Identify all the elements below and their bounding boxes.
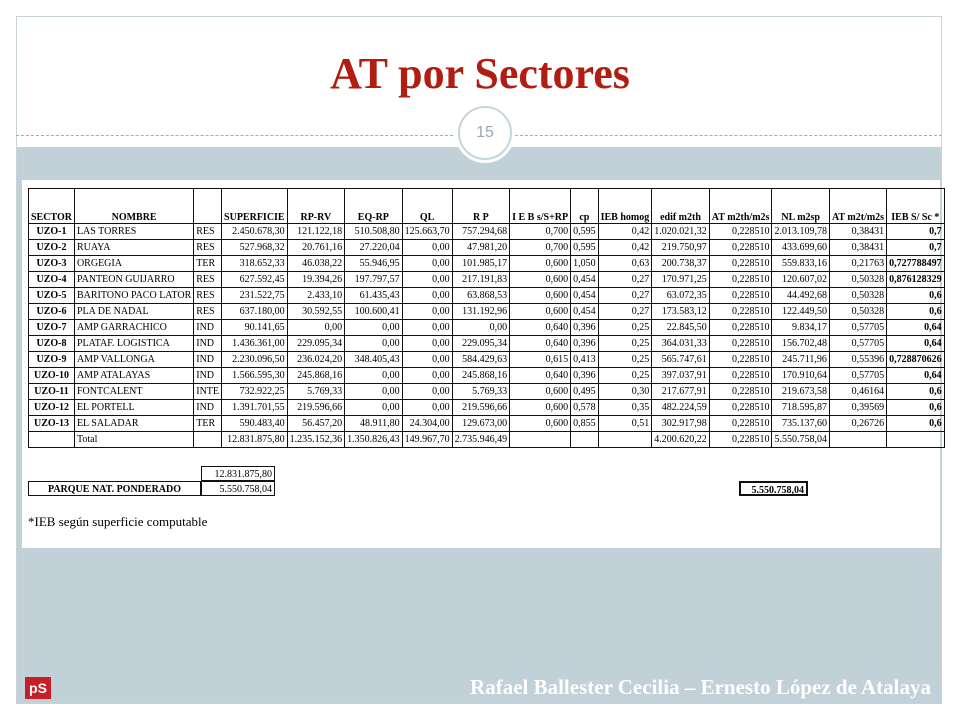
table-cell: 0,640 [510, 320, 571, 336]
table-cell: 0,30 [598, 384, 652, 400]
sector-table [28, 188, 945, 448]
table-cell: 63.868,53 [452, 288, 510, 304]
table-cell: 30.592,55 [287, 304, 345, 320]
table-cell: FONTCALENT [74, 384, 193, 400]
table-cell: 90.141,65 [222, 320, 288, 336]
table-row [29, 240, 945, 256]
table-cell: 0,228510 [709, 352, 772, 368]
table-cell [598, 432, 652, 448]
table-cell: AMP ATALAYAS [74, 368, 193, 384]
table-cell: 55.946,95 [345, 256, 403, 272]
table-cell: 527.968,32 [222, 240, 288, 256]
table-cell: 173.583,12 [652, 304, 710, 320]
table-cell: 0,00 [402, 304, 452, 320]
footer-bar [17, 673, 941, 703]
table-cell: 56.457,20 [287, 416, 345, 432]
table-cell: R P [452, 189, 510, 224]
table-cell: 0,876128329 [887, 272, 945, 288]
table-cell: 0,00 [287, 320, 345, 336]
table-cell: 231.522,75 [222, 288, 288, 304]
table-cell: RES [194, 288, 222, 304]
table-cell: 0,25 [598, 368, 652, 384]
table-cell: 0,35 [598, 400, 652, 416]
table-cell: 5.769,33 [452, 384, 510, 400]
table-cell: 0,27 [598, 288, 652, 304]
table-row [29, 336, 945, 352]
table-cell: 219.596,66 [452, 400, 510, 416]
table-cell: 0,00 [402, 320, 452, 336]
table-cell: 0,700 [510, 240, 571, 256]
table-cell: 5.550.758,04 [772, 432, 830, 448]
table-cell: 219.673,58 [772, 384, 830, 400]
table-row [29, 288, 945, 304]
table-cell: 0,6 [887, 400, 945, 416]
table-cell: 0,46164 [829, 384, 886, 400]
table-row [29, 320, 945, 336]
table-cell: 0,600 [510, 416, 571, 432]
table-cell: 2.735.946,49 [452, 432, 510, 448]
table-cell: 735.137,60 [772, 416, 830, 432]
table-cell: 0,00 [402, 400, 452, 416]
table-cell: 757.294,68 [452, 224, 510, 240]
table-row [29, 256, 945, 272]
table-cell: 0,855 [571, 416, 599, 432]
table-cell: 0,55396 [829, 352, 886, 368]
table-cell: 565.747,61 [652, 352, 710, 368]
table-cell: 0,640 [510, 336, 571, 352]
table-cell: 0,396 [571, 368, 599, 384]
table-footer [28, 466, 928, 546]
table-cell: 0,42 [598, 240, 652, 256]
table-cell: 0,00 [452, 320, 510, 336]
table-cell: 0,00 [345, 384, 403, 400]
table-cell: NL m2sp [772, 189, 830, 224]
table-cell: 0,6 [887, 304, 945, 320]
table-cell: 0,25 [598, 336, 652, 352]
table-cell: 1.391.701,55 [222, 400, 288, 416]
table-cell: 0,51 [598, 416, 652, 432]
table-cell: 120.607,02 [772, 272, 830, 288]
table-cell: 0,57705 [829, 336, 886, 352]
table-cell: 61.435,43 [345, 288, 403, 304]
table-cell: 0,64 [887, 320, 945, 336]
table-cell: IND [194, 320, 222, 336]
table-cell: 0,57705 [829, 320, 886, 336]
table-cell: AMP VALLONGA [74, 352, 193, 368]
table-cell: UZO-5 [29, 288, 75, 304]
table-cell [571, 432, 599, 448]
table-cell: 245.711,96 [772, 352, 830, 368]
table-cell: 5.769,33 [287, 384, 345, 400]
table-cell: IND [194, 352, 222, 368]
table-cell: 0,38431 [829, 224, 886, 240]
table-cell: 19.394,26 [287, 272, 345, 288]
table-cell: edif m2th [652, 189, 710, 224]
table-row [29, 400, 945, 416]
table-cell: 0,228510 [709, 288, 772, 304]
table-cell: UZO-2 [29, 240, 75, 256]
logo-icon: pS [25, 677, 51, 699]
table-cell: LAS TORRES [74, 224, 193, 240]
table-cell: 149.967,70 [402, 432, 452, 448]
table-cell: 0,396 [571, 336, 599, 352]
table-cell: PLA DE NADAL [74, 304, 193, 320]
table-cell: 0,6 [887, 416, 945, 432]
table-cell: IND [194, 368, 222, 384]
table-cell: 0,50328 [829, 304, 886, 320]
table-cell: 318.652,33 [222, 256, 288, 272]
table-cell: QL [402, 189, 452, 224]
table-cell: UZO-6 [29, 304, 75, 320]
table-cell: 200.738,37 [652, 256, 710, 272]
table-cell: UZO-4 [29, 272, 75, 288]
table-cell [194, 432, 222, 448]
table-cell: 0,00 [402, 352, 452, 368]
table-cell: TER [194, 256, 222, 272]
table-cell [887, 432, 945, 448]
table-cell: 0,228510 [709, 272, 772, 288]
table-cell: 348.405,43 [345, 352, 403, 368]
table-cell: 302.917,98 [652, 416, 710, 432]
table-row [29, 416, 945, 432]
table-cell: 0,228510 [709, 432, 772, 448]
table-cell: 0,396 [571, 320, 599, 336]
table-cell: IEB homog [598, 189, 652, 224]
table-cell: 121.122,18 [287, 224, 345, 240]
table-cell: IEB S/ Sc * [887, 189, 945, 224]
table-cell: 0,228510 [709, 256, 772, 272]
table-cell: 1.436.361,00 [222, 336, 288, 352]
table-cell: 0,00 [345, 400, 403, 416]
table-cell: 0,50328 [829, 288, 886, 304]
table-cell: 170.971,25 [652, 272, 710, 288]
table-cell: 229.095,34 [452, 336, 510, 352]
table-cell: 510.508,80 [345, 224, 403, 240]
table-cell: RES [194, 240, 222, 256]
table-cell: 219.596,66 [287, 400, 345, 416]
table-cell: AMP GARRACHICO [74, 320, 193, 336]
table-cell: 0,00 [345, 336, 403, 352]
table-cell: 0,600 [510, 384, 571, 400]
table-row [29, 304, 945, 320]
table-cell: 364.031,33 [652, 336, 710, 352]
table-cell [510, 432, 571, 448]
table-row [29, 224, 945, 240]
table-cell: 0,228510 [709, 416, 772, 432]
table-cell: 63.072,35 [652, 288, 710, 304]
table-cell: UZO-8 [29, 336, 75, 352]
table-cell: 217.191,83 [452, 272, 510, 288]
table-cell: 637.180,00 [222, 304, 288, 320]
table-cell: 0,27 [598, 304, 652, 320]
table-cell: 0,728870626 [887, 352, 945, 368]
parque-nl-value: 5.550.758,04 [739, 481, 808, 496]
page-number-badge: 15 [458, 106, 512, 160]
footnote: *IEB según superficie computable [28, 514, 208, 529]
table-row [29, 272, 945, 288]
table-cell: 732.922,25 [222, 384, 288, 400]
table-cell: 718.595,87 [772, 400, 830, 416]
table-cell: 0,39569 [829, 400, 886, 416]
slide-title: AT por Sectores [330, 49, 630, 98]
table-cell: 0,7 [887, 224, 945, 240]
table-cell: 0,00 [402, 368, 452, 384]
table-cell: EL PORTELL [74, 400, 193, 416]
table-cell: 131.192,96 [452, 304, 510, 320]
table-cell: 627.592,45 [222, 272, 288, 288]
table-cell: 0,700 [510, 224, 571, 240]
table-cell: 0,727788497 [887, 256, 945, 272]
table-cell: 0,27 [598, 272, 652, 288]
table-cell: 0,00 [402, 240, 452, 256]
table-cell: 0,00 [402, 256, 452, 272]
table-cell: 0,50328 [829, 272, 886, 288]
table-cell: 0,25 [598, 320, 652, 336]
table-cell: 0,413 [571, 352, 599, 368]
table-cell: 590.483,40 [222, 416, 288, 432]
table-cell [29, 432, 75, 448]
table-cell: 0,578 [571, 400, 599, 416]
table-cell: 156.702,48 [772, 336, 830, 352]
table-cell: TER [194, 416, 222, 432]
table-cell: UZO-7 [29, 320, 75, 336]
table-row [29, 384, 945, 400]
table-cell: 0,595 [571, 224, 599, 240]
table-cell: 0,600 [510, 288, 571, 304]
table-cell: IND [194, 400, 222, 416]
table-cell: 0,00 [402, 272, 452, 288]
table-cell: 4.200.620,22 [652, 432, 710, 448]
table-cell: 482.224,59 [652, 400, 710, 416]
table-cell: cp [571, 189, 599, 224]
table-cell: 0,228510 [709, 400, 772, 416]
table-image [22, 180, 940, 548]
table-cell: 0,228510 [709, 224, 772, 240]
table-cell: 0,26726 [829, 416, 886, 432]
table-cell: I E B s/S+RP [510, 189, 571, 224]
table-cell: 0,495 [571, 384, 599, 400]
table-cell: 47.981,20 [452, 240, 510, 256]
table-cell: UZO-3 [29, 256, 75, 272]
table-cell: 122.449,50 [772, 304, 830, 320]
table-cell: 0,64 [887, 368, 945, 384]
table-cell: 170.910,64 [772, 368, 830, 384]
table-cell: 0,00 [345, 320, 403, 336]
table-cell: 1.235.152,36 [287, 432, 345, 448]
table-row [29, 352, 945, 368]
table-cell: UZO-12 [29, 400, 75, 416]
table-cell: BARITONO PACO LATOR [74, 288, 193, 304]
table-header-row [29, 189, 945, 224]
table-cell: RES [194, 272, 222, 288]
table-cell: 46.038,22 [287, 256, 345, 272]
table-cell: 0,228510 [709, 384, 772, 400]
table-cell: SECTOR [29, 189, 75, 224]
table-cell [829, 432, 886, 448]
table-cell: 0,228510 [709, 240, 772, 256]
table-cell: INTE [194, 384, 222, 400]
table-cell: 1,050 [571, 256, 599, 272]
table-cell: 0,454 [571, 272, 599, 288]
table-cell: RP-RV [287, 189, 345, 224]
table-cell: 2.450.678,30 [222, 224, 288, 240]
table-cell: RES [194, 224, 222, 240]
table-cell: 129.673,00 [452, 416, 510, 432]
table-cell: 1.566.595,30 [222, 368, 288, 384]
table-cell: 0,228510 [709, 368, 772, 384]
table-row [29, 368, 945, 384]
table-cell: RES [194, 304, 222, 320]
table-cell: 397.037,91 [652, 368, 710, 384]
table-cell: 0,25 [598, 352, 652, 368]
table-cell: 0,63 [598, 256, 652, 272]
table-cell: 44.492,68 [772, 288, 830, 304]
table-cell: 0,6 [887, 288, 945, 304]
table-cell: 0,595 [571, 240, 599, 256]
table-cell: 24.304,00 [402, 416, 452, 432]
table-cell: AT m2th/m2s [709, 189, 772, 224]
table-cell: 0,454 [571, 304, 599, 320]
table-cell: EQ-RP [345, 189, 403, 224]
table-cell: PANTEON GUIJARRO [74, 272, 193, 288]
table-cell: 0,640 [510, 368, 571, 384]
table-cell: 1.350.826,43 [345, 432, 403, 448]
extra-superficie: 12.831.875,80 [201, 466, 275, 481]
parque-value: 5.550.758,04 [201, 481, 275, 496]
table-cell: 584.429,63 [452, 352, 510, 368]
table-cell: 236.024,20 [287, 352, 345, 368]
table-cell: 245.868,16 [287, 368, 345, 384]
table-cell: EL SALADAR [74, 416, 193, 432]
table-cell: 245.868,16 [452, 368, 510, 384]
table-cell: 27.220,04 [345, 240, 403, 256]
table-cell: ORGEGIA [74, 256, 193, 272]
table-cell: UZO-13 [29, 416, 75, 432]
table-cell: RUAYA [74, 240, 193, 256]
table-total-row [29, 432, 945, 448]
table-cell: UZO-11 [29, 384, 75, 400]
table-cell: UZO-9 [29, 352, 75, 368]
table-cell: 0,00 [345, 368, 403, 384]
table-cell: 22.845,50 [652, 320, 710, 336]
table-cell: 559.833,16 [772, 256, 830, 272]
table-cell: 217.677,91 [652, 384, 710, 400]
table-cell: 20.761,16 [287, 240, 345, 256]
table-cell: 0,7 [887, 240, 945, 256]
author-credit: Rafael Ballester Cecilia – Ernesto López de Atalaya [470, 675, 931, 699]
table-cell: 9.834,17 [772, 320, 830, 336]
table-cell: UZO-10 [29, 368, 75, 384]
table-cell [194, 189, 222, 224]
table-cell: 100.600,41 [345, 304, 403, 320]
table-cell: AT m2t/m2s [829, 189, 886, 224]
table-cell: 0,57705 [829, 368, 886, 384]
table-cell: 0,228510 [709, 336, 772, 352]
table-cell: 0,228510 [709, 320, 772, 336]
table-cell: 197.797,57 [345, 272, 403, 288]
table-cell: IND [194, 336, 222, 352]
table-cell: 0,00 [402, 288, 452, 304]
table-cell: 0,38431 [829, 240, 886, 256]
table-cell: 0,600 [510, 304, 571, 320]
table-cell: 101.985,17 [452, 256, 510, 272]
table-cell: 2.013.109,78 [772, 224, 830, 240]
table-cell: 0,42 [598, 224, 652, 240]
table-cell: Total [74, 432, 193, 448]
table-cell: 0,6 [887, 384, 945, 400]
table-cell: 0,00 [402, 336, 452, 352]
table-cell: SUPERFICIE [222, 189, 288, 224]
table-cell: 48.911,80 [345, 416, 403, 432]
table-cell: 2.433,10 [287, 288, 345, 304]
parque-label: PARQUE NAT. PONDERADO [28, 481, 201, 496]
table-cell: 433.699,60 [772, 240, 830, 256]
table-cell: 0,600 [510, 256, 571, 272]
table-cell: 0,64 [887, 336, 945, 352]
table-cell: 0,615 [510, 352, 571, 368]
table-cell: NOMBRE [74, 189, 193, 224]
table-cell: 0,454 [571, 288, 599, 304]
table-cell: 12.831.875,80 [222, 432, 288, 448]
table-cell: 0,00 [402, 384, 452, 400]
table-cell: 219.750,97 [652, 240, 710, 256]
table-cell: 0,21763 [829, 256, 886, 272]
table-cell: 229.095,34 [287, 336, 345, 352]
table-cell: PLATAF. LOGISTICA [74, 336, 193, 352]
table-cell: 125.663,70 [402, 224, 452, 240]
table-cell: 1.020.021,32 [652, 224, 710, 240]
table-cell: 2.230.096,50 [222, 352, 288, 368]
table-cell: 0,600 [510, 272, 571, 288]
table-cell: 0,600 [510, 400, 571, 416]
table-cell: 0,228510 [709, 304, 772, 320]
table-cell: UZO-1 [29, 224, 75, 240]
